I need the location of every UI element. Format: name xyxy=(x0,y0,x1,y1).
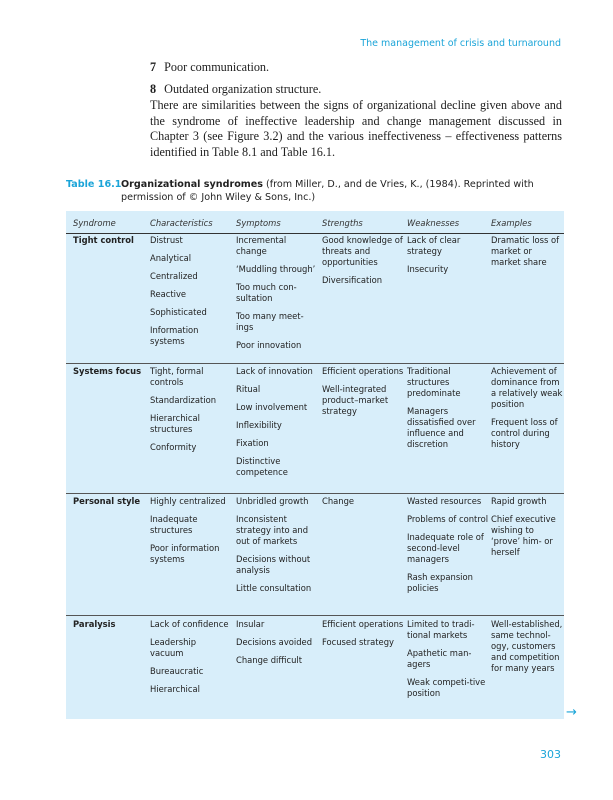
characteristics-cell xyxy=(150,366,230,460)
cell-entry: Lack of clear strategy xyxy=(407,235,461,256)
cell-entry: Hierarchical structures xyxy=(150,413,200,434)
characteristics-cell xyxy=(150,496,230,572)
cell-entry: Apathetic man-agers xyxy=(407,648,472,669)
cell-entry: Managers dissatisfied over influence and discretion xyxy=(407,406,476,449)
cell-entry: Poor information systems xyxy=(150,543,220,564)
examples-cell xyxy=(491,366,563,457)
running-head: The management of crisis and turnaround xyxy=(360,38,561,49)
cell-entry: Poor innovation xyxy=(236,340,302,350)
cell-entry: Change difficult xyxy=(236,655,302,665)
header-characteristics: Characteristics xyxy=(150,218,213,228)
weaknesses-cell xyxy=(407,619,489,706)
cell-entry: Lack of innovation xyxy=(236,366,313,376)
cell-entry: Fixation xyxy=(236,438,269,448)
continued-arrow-icon: → xyxy=(566,705,577,720)
list-number: 8 xyxy=(150,82,157,96)
cell-entry: Hierarchical xyxy=(150,684,200,694)
cell-entry: Too many meet-ings xyxy=(236,311,304,332)
list-text: Outdated organization structure. xyxy=(164,82,322,96)
cell-entry: Tight, formal controls xyxy=(150,366,204,387)
table-source: (from Miller, D., and de Vries, K., (1984). Reprinted with permission of © John Wiley & Sons, Inc.) xyxy=(121,179,534,203)
cell-entry: Decisions avoided xyxy=(236,637,313,647)
cell-entry: ‘Muddling through’ xyxy=(236,264,316,274)
list-item xyxy=(150,80,562,98)
cell-entry: Dramatic loss of market or market share xyxy=(491,235,560,267)
weaknesses-cell xyxy=(407,235,489,282)
list-number: 7 xyxy=(150,60,157,74)
cell-entry: Wasted resources xyxy=(407,496,482,506)
syndrome-cell: Tight control xyxy=(73,235,134,245)
cell-entry: Change xyxy=(322,496,355,506)
row-divider xyxy=(66,363,564,364)
cell-entry: Bureaucratic xyxy=(150,666,204,676)
list-item xyxy=(150,58,562,76)
header-syndrome: Syndrome xyxy=(73,218,116,228)
cell-entry: Reactive xyxy=(150,289,187,299)
cell-entry: Problems of control xyxy=(407,514,489,524)
cell-entry: Incremental change xyxy=(236,235,287,256)
cell-entry: Insular xyxy=(236,619,265,629)
weaknesses-cell xyxy=(407,366,489,457)
cell-entry: Well-established, same technol-ogy, customers and competition for many years xyxy=(491,619,563,673)
characteristics-cell xyxy=(150,235,230,354)
row-divider xyxy=(66,493,564,494)
syndrome-cell: Systems focus xyxy=(73,366,142,376)
table-header-row xyxy=(66,211,564,234)
cell-entry: Traditional structures predominate xyxy=(407,366,461,398)
cell-entry: Analytical xyxy=(150,253,192,263)
cell-entry: Ritual xyxy=(236,384,261,394)
cell-entry: Weak competi-tive position xyxy=(407,677,486,698)
header-examples: Examples xyxy=(491,218,532,228)
cell-entry: Efficient operations xyxy=(322,619,404,629)
header-strengths: Strengths xyxy=(322,218,363,228)
cell-entry: Information systems xyxy=(150,325,199,346)
cell-entry: Focused strategy xyxy=(322,637,394,647)
header-weaknesses: Weaknesses xyxy=(407,218,460,228)
cell-entry: Lack of confidence xyxy=(150,619,229,629)
cell-entry: Inconsistent strategy into and out of markets xyxy=(236,514,309,546)
syndromes-table xyxy=(66,211,564,719)
body-paragraph: There are similarities between the signs of organizational decline given above and the syndrome of ineffective leadership and change management discussed in Chapter 3 (see Figure 3.2) and the various ineffectiveness – effectiveness patterns identified in Table 8.1 and Table 16.1. xyxy=(150,98,562,159)
numbered-list xyxy=(150,58,562,102)
cell-entry: Distinctive competence xyxy=(236,456,288,477)
cell-entry: Inadequate role of second-level managers xyxy=(407,532,484,564)
strengths-cell xyxy=(322,235,404,293)
cell-entry: Decisions without analysis xyxy=(236,554,311,575)
characteristics-cell xyxy=(150,619,230,702)
list-text: Poor communication. xyxy=(164,60,270,74)
cell-entry: Unbridled growth xyxy=(236,496,309,506)
cell-entry: Achievement of dominance from a relatively weak position xyxy=(491,366,563,409)
symptoms-cell xyxy=(236,235,318,358)
cell-entry: Inadequate structures xyxy=(150,514,198,535)
cell-entry: Well-integrated product–market strategy xyxy=(322,384,389,416)
cell-entry: Leadership vacuum xyxy=(150,637,197,658)
cell-entry: Limited to tradi-tional markets xyxy=(407,619,475,640)
cell-entry: Too much con-sultation xyxy=(236,282,297,303)
cell-entry: Chief executive wishing to ‘prove’ him- or herself xyxy=(491,514,556,557)
cell-entry: Frequent loss of control during history xyxy=(491,417,558,449)
symptoms-cell xyxy=(236,366,318,485)
table-caption xyxy=(66,178,546,204)
cell-entry: Sophisticated xyxy=(150,307,207,317)
row-divider xyxy=(66,615,564,616)
cell-entry: Insecurity xyxy=(407,264,449,274)
strengths-cell xyxy=(322,496,404,514)
cell-entry: Centralized xyxy=(150,271,198,281)
cell-entry: Rapid growth xyxy=(491,496,547,506)
cell-entry: Rash expansion policies xyxy=(407,572,473,593)
cell-entry: Diversification xyxy=(322,275,383,285)
header-symptoms: Symptoms xyxy=(236,218,281,228)
table-label: Table 16.1 xyxy=(66,179,122,190)
weaknesses-cell xyxy=(407,496,489,601)
page-number: 303 xyxy=(540,748,561,761)
strengths-cell xyxy=(322,366,404,424)
cell-entry: Conformity xyxy=(150,442,197,452)
cell-entry: Standardization xyxy=(150,395,216,405)
symptoms-cell xyxy=(236,496,318,601)
cell-entry: Highly centralized xyxy=(150,496,226,506)
table-title: Organizational syndromes xyxy=(121,179,263,190)
examples-cell xyxy=(491,496,563,565)
cell-entry: Efficient operations xyxy=(322,366,404,376)
cell-entry: Little consultation xyxy=(236,583,312,593)
examples-cell xyxy=(491,235,563,275)
examples-cell xyxy=(491,619,563,681)
cell-entry: Low involvement xyxy=(236,402,308,412)
cell-entry: Good knowledge of threats and opportunities xyxy=(322,235,403,267)
strengths-cell xyxy=(322,619,404,655)
cell-entry: Distrust xyxy=(150,235,183,245)
syndrome-cell: Personal style xyxy=(73,496,141,506)
symptoms-cell xyxy=(236,619,318,673)
syndrome-cell: Paralysis xyxy=(73,619,116,629)
cell-entry: Inflexibility xyxy=(236,420,282,430)
